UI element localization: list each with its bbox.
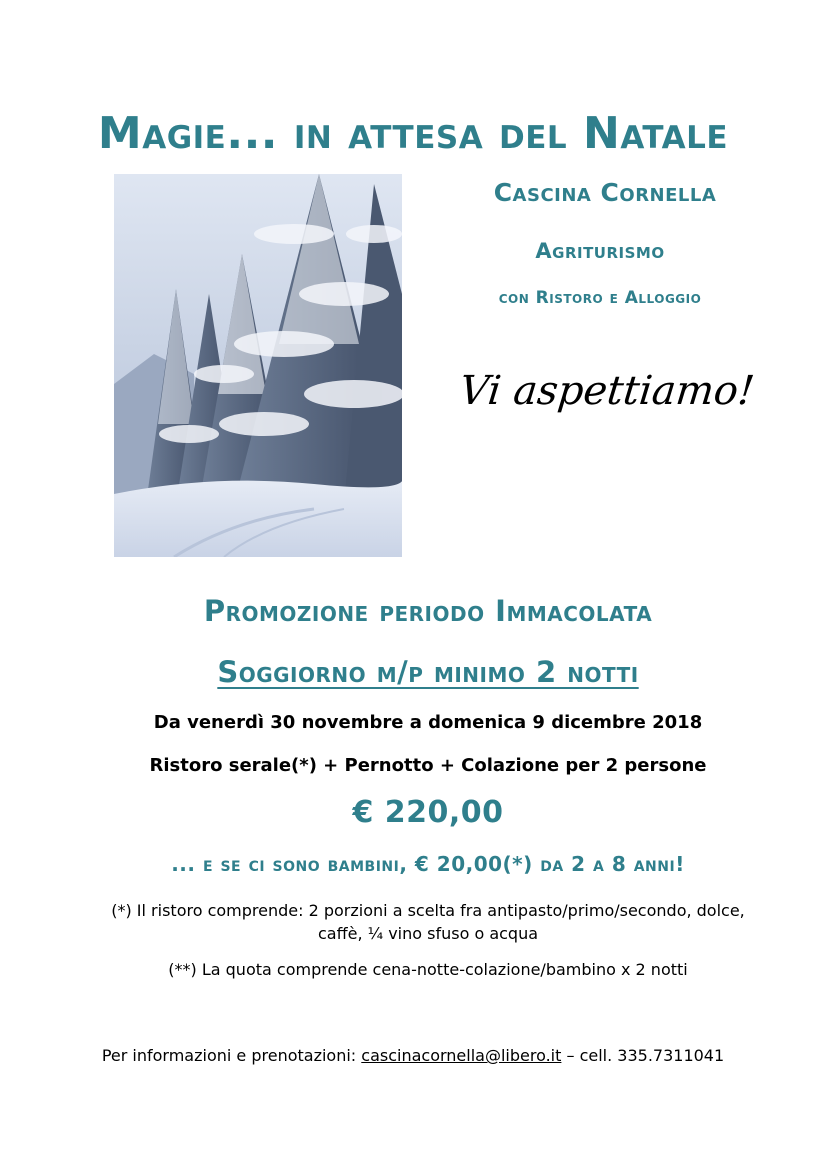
snowy-forest-photo: [114, 174, 402, 557]
promo-stay: Soggiorno m/p minimo 2 notti: [217, 655, 639, 689]
welcome-message: Vi aspettiamo!: [457, 368, 757, 414]
brand-name: Cascina Cornella: [493, 178, 717, 207]
contact-email-link[interactable]: cascinacornella@libero.it: [361, 1046, 562, 1065]
brand-services: con Ristoro e Alloggio: [498, 288, 702, 308]
promo-dates: Da venerdì 30 novembre a domenica 9 dicembre 2018: [153, 712, 703, 733]
contact-prefix: Per informazioni e prenotazioni:: [101, 1046, 362, 1065]
promo-title: Promozione periodo Immacolata: [203, 594, 653, 628]
promo-kids: ... e se ci sono bambini, € 20,00(*) da 2 a 8 anni!: [171, 852, 685, 876]
brand-type: Agriturismo: [535, 239, 665, 263]
contact-line: [0, 1046, 826, 1065]
contact-suffix: – cell. 335.7311041: [561, 1046, 725, 1065]
note-ristoro-line1: (*) Il ristoro comprende: 2 porzioni a scelta fra antipasto/primo/secondo, dolce,: [111, 901, 745, 920]
promo-package: Ristoro serale(*) + Pernotto + Colazione per 2 persone: [149, 755, 707, 776]
note-ristoro-line2: caffè, ¼ vino sfuso o acqua: [317, 924, 539, 943]
note-ristoro: [0, 899, 826, 945]
page-title: Magie... in attesa del Natale: [97, 108, 729, 159]
promo-price: € 220,00: [352, 795, 504, 830]
note-quota: (**) La quota comprende cena-notte-colazione/bambino x 2 notti: [168, 960, 688, 979]
